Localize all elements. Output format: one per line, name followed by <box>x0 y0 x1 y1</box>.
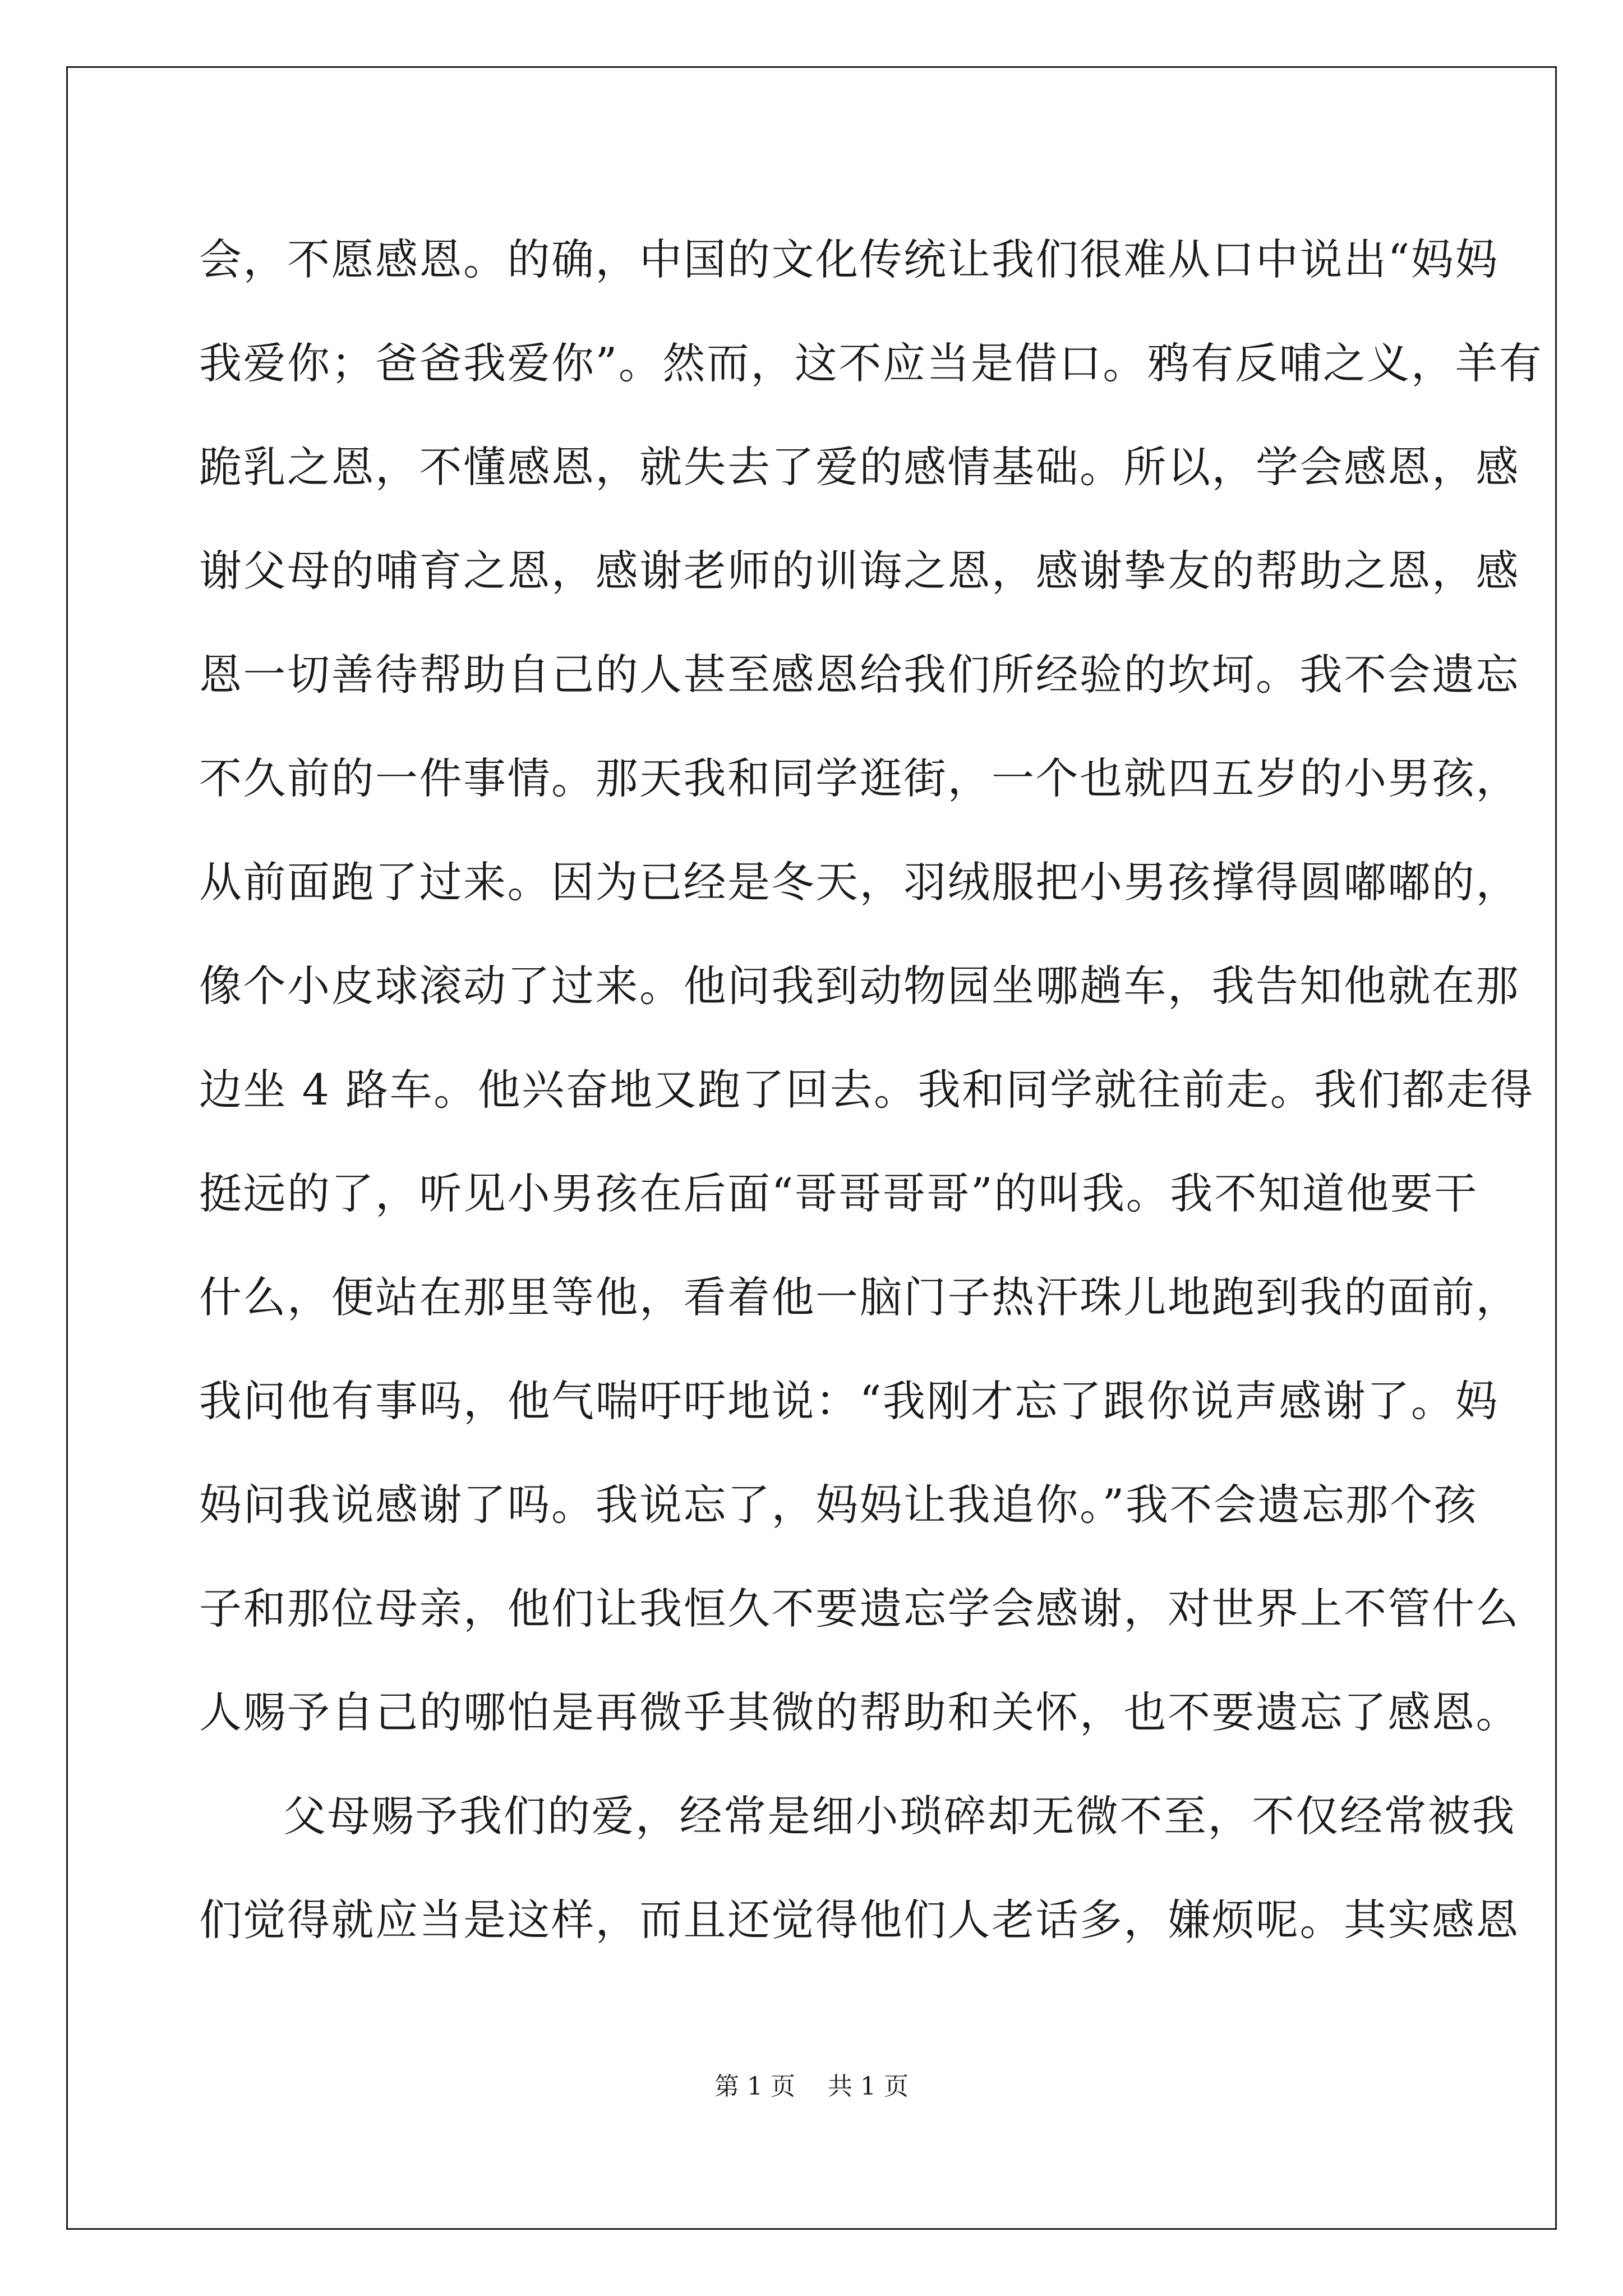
text-line: 恩一切善待帮助自己的人甚至感恩给我们所经验的坎坷。我不会遗忘 <box>199 650 1520 700</box>
page-number: 第 1 页 <box>714 2072 795 2101</box>
text-line: 人赐予自己的哪怕是再微乎其微的帮助和关怀，也不要遗忘了感恩。 <box>199 1687 1520 1737</box>
page-total: 共 1 页 <box>828 2072 909 2101</box>
text-line: 妈问我说感谢了吗。我说忘了，妈妈让我追你。”我不会遗忘那个孩 <box>199 1480 1478 1530</box>
text-line: 我爱你；爸爸我爱你”。然而，这不应当是借口。鸦有反哺之义，羊有 <box>199 338 1543 388</box>
text-line: 像个小皮球滚动了过来。他问我到动物园坐哪趟车，我告知他就在那 <box>199 961 1520 1011</box>
text-line: 谢父母的哺育之恩，感谢老师的训诲之恩，感谢挚友的帮助之恩，感 <box>199 546 1520 596</box>
body-text <box>199 208 1543 1972</box>
text-line: 们觉得就应当是这样，而且还觉得他们人老话多，嫌烦呢。其实感恩 <box>199 1895 1520 1945</box>
text-line: 什么，便站在那里等他，看着他一脑门子热汗珠儿地跑到我的面前， <box>199 1272 1520 1322</box>
text-line: 跪乳之恩，不懂感恩，就失去了爱的感情基础。所以，学会感恩，感 <box>199 442 1520 492</box>
text-line: 会，不愿感恩。的确，中国的文化传统让我们很难从口中说出“妈妈 <box>199 234 1499 284</box>
text-line: 不久前的一件事情。那天我和同学逛街，一个也就四五岁的小男孩， <box>199 753 1520 803</box>
text-line: 边坐 4 路车。他兴奋地又跑了回去。我和同学就往前走。我们都走得 <box>199 1065 1534 1115</box>
text-line: 我问他有事吗，他气喘吁吁地说：“我刚才忘了跟你说声感谢了。妈 <box>199 1376 1499 1426</box>
page-footer <box>0 2070 1623 2104</box>
text-line: 子和那位母亲，他们让我恒久不要遗忘学会感谢，对世界上不管什么 <box>199 1584 1520 1634</box>
text-line: 从前面跑了过来。因为已经是冬天，羽绒服把小男孩撑得圆嘟嘟的， <box>199 857 1520 907</box>
text-line: 挺远的了，听见小男孩在后面“哥哥哥哥”的叫我。我不知道他要干 <box>199 1168 1478 1218</box>
paragraph-start-line: 父母赐予我们的爱，经常是细小琐碎却无微不至，不仅经常被我 <box>283 1791 1516 1841</box>
